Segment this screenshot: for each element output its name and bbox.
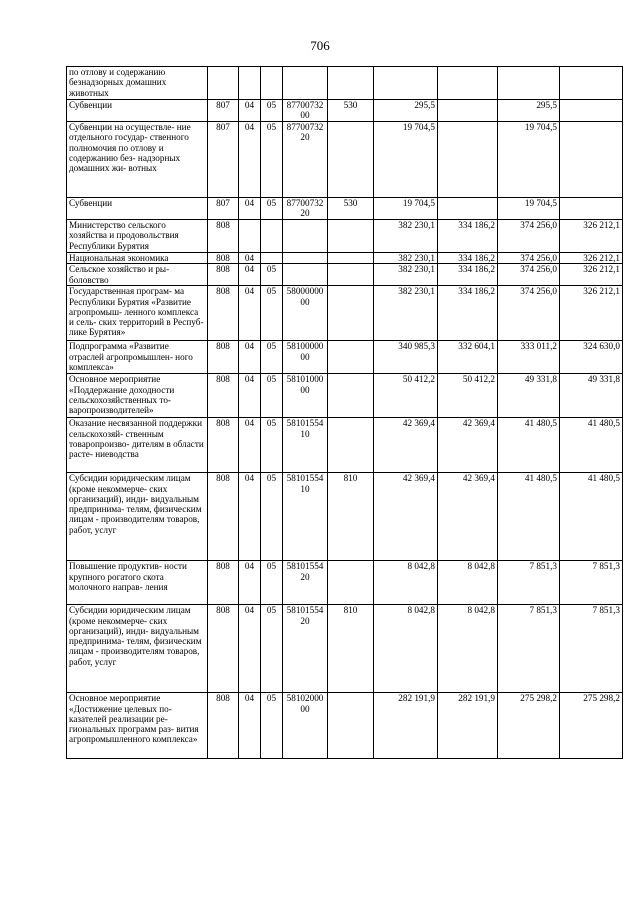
table-row: [67, 286, 623, 341]
amount-3: 374 256,0: [498, 264, 560, 286]
amount-2: 42 369,4: [438, 473, 498, 561]
target-article-code: 58100000 00: [283, 341, 328, 374]
expense-type-code: 810: [328, 473, 374, 561]
table-row: [67, 67, 623, 100]
subsection-code: 05: [261, 264, 283, 286]
item-name: по отлову и содержанию безнадзорных домашних животных: [67, 67, 208, 100]
amount-2: 332 604,1: [438, 341, 498, 374]
section-code: 04: [239, 122, 261, 198]
amount-3: 333 011,2: [498, 341, 560, 374]
ministry-code: 808: [208, 473, 239, 561]
amount-3: 374 256,0: [498, 253, 560, 264]
amount-1: 42 369,4: [374, 473, 438, 561]
amount-2: 334 186,2: [438, 220, 498, 253]
amount-1: [374, 67, 438, 100]
table-row: [67, 374, 623, 418]
amount-2: 42 369,4: [438, 418, 498, 473]
subsection-code: 05: [261, 561, 283, 605]
ministry-code: 808: [208, 605, 239, 693]
expense-type-code: 530: [328, 100, 374, 122]
target-article-code: [283, 67, 328, 100]
amount-3: 19 704,5: [498, 198, 560, 220]
section-code: 04: [239, 253, 261, 264]
ministry-code: 807: [208, 198, 239, 220]
expense-type-code: 810: [328, 605, 374, 693]
amount-2: 334 186,2: [438, 286, 498, 341]
amount-4: 326 212,1: [560, 253, 623, 264]
table-row: [67, 253, 623, 264]
target-article-code: 58101554 20: [283, 561, 328, 605]
item-name: Субвенции: [67, 198, 208, 220]
table-row: [67, 418, 623, 473]
subsection-code: 05: [261, 100, 283, 122]
expense-type-code: [328, 264, 374, 286]
item-name: Повышение продуктив- ности крупного рогатого скота молочного направ- ления: [67, 561, 208, 605]
expense-type-code: [328, 561, 374, 605]
amount-3: 49 331,8: [498, 374, 560, 418]
ministry-code: 808: [208, 264, 239, 286]
amount-4: 326 212,1: [560, 264, 623, 286]
subsection-code: 05: [261, 374, 283, 418]
amount-3: [498, 67, 560, 100]
ministry-code: 807: [208, 100, 239, 122]
subsection-code: [261, 253, 283, 264]
section-code: 04: [239, 693, 261, 759]
section-code: 04: [239, 473, 261, 561]
expense-type-code: [328, 341, 374, 374]
amount-4: 326 212,1: [560, 286, 623, 341]
amount-1: 8 042,8: [374, 561, 438, 605]
amount-4: 7 851,3: [560, 561, 623, 605]
ministry-code: 808: [208, 418, 239, 473]
item-name: Министерство сельского хозяйства и продовольствия Республики Бурятия: [67, 220, 208, 253]
section-code: 04: [239, 341, 261, 374]
section-code: [239, 220, 261, 253]
target-article-code: [283, 253, 328, 264]
budget-table: [66, 66, 623, 759]
amount-2: 282 191,9: [438, 693, 498, 759]
item-name: Подпрограмма «Развитие отраслей агропромышлен- ного комплекса»: [67, 341, 208, 374]
target-article-code: 87700732 20: [283, 122, 328, 198]
section-code: 04: [239, 418, 261, 473]
expense-type-code: 530: [328, 198, 374, 220]
amount-2: 8 042,8: [438, 605, 498, 693]
table-row: [67, 100, 623, 122]
ministry-code: 808: [208, 693, 239, 759]
amount-4: 275 298,2: [560, 693, 623, 759]
item-name: Субвенции: [67, 100, 208, 122]
amount-3: 7 851,3: [498, 561, 560, 605]
subsection-code: 05: [261, 286, 283, 341]
table-row: [67, 693, 623, 759]
subsection-code: [261, 67, 283, 100]
ministry-code: 808: [208, 374, 239, 418]
table-row: [67, 341, 623, 374]
item-name: Субсидии юридическим лицам (кроме некоммерче- ских организаций), инди- видуальным предпринима- телям, физическим лицам - производителям товаров, работ, услуг: [67, 605, 208, 693]
item-name: Государственная програм- ма Республики Бурятия «Развитие агропромыш- ленного комплекса и сель- ских территорий в Респуб- лике Бурятия»: [67, 286, 208, 341]
subsection-code: [261, 220, 283, 253]
table-row: [67, 264, 623, 286]
amount-4: 7 851,3: [560, 605, 623, 693]
amount-1: 8 042,8: [374, 605, 438, 693]
amount-1: 282 191,9: [374, 693, 438, 759]
amount-1: 19 704,5: [374, 198, 438, 220]
section-code: 04: [239, 100, 261, 122]
ministry-code: 808: [208, 220, 239, 253]
target-article-code: 58101554 10: [283, 473, 328, 561]
amount-4: 49 331,8: [560, 374, 623, 418]
target-article-code: 87700732 00: [283, 100, 328, 122]
target-article-code: [283, 220, 328, 253]
table-row: [67, 561, 623, 605]
budget-table-body: [67, 67, 623, 759]
expense-type-code: [328, 67, 374, 100]
item-name: Основное мероприятие «Достижение целевых по- казателей реализации ре- гиональных программ раз- вития агропромышленного комплекса»: [67, 693, 208, 759]
target-article-code: 58101000 00: [283, 374, 328, 418]
ministry-code: 808: [208, 286, 239, 341]
target-article-code: 58000000 00: [283, 286, 328, 341]
subsection-code: 05: [261, 341, 283, 374]
table-row: [67, 473, 623, 561]
amount-2: 334 186,2: [438, 264, 498, 286]
subsection-code: 05: [261, 198, 283, 220]
expense-type-code: [328, 220, 374, 253]
ministry-code: 808: [208, 341, 239, 374]
amount-4: [560, 198, 623, 220]
ministry-code: 808: [208, 561, 239, 605]
ministry-code: 807: [208, 122, 239, 198]
amount-2: [438, 122, 498, 198]
amount-3: 275 298,2: [498, 693, 560, 759]
amount-2: 50 412,2: [438, 374, 498, 418]
item-name: Субсидии юридическим лицам (кроме некоммерче- ских организаций), инди- видуальным предпринима- телям, физическим лицам - производителям товаров, работ, услуг: [67, 473, 208, 561]
expense-type-code: [328, 418, 374, 473]
subsection-code: 05: [261, 605, 283, 693]
amount-3: 374 256,0: [498, 220, 560, 253]
target-article-code: [283, 264, 328, 286]
amount-3: 7 851,3: [498, 605, 560, 693]
amount-1: 382 230,1: [374, 253, 438, 264]
amount-2: 8 042,8: [438, 561, 498, 605]
amount-4: [560, 122, 623, 198]
table-row: [67, 122, 623, 198]
amount-1: 340 985,3: [374, 341, 438, 374]
expense-type-code: [328, 374, 374, 418]
target-article-code: 58101554 10: [283, 418, 328, 473]
amount-1: 50 412,2: [374, 374, 438, 418]
page-number: 706: [310, 38, 330, 53]
amount-1: 295,5: [374, 100, 438, 122]
expense-type-code: [328, 286, 374, 341]
item-name: Сельское хозяйство и ры- боловство: [67, 264, 208, 286]
amount-1: 382 230,1: [374, 286, 438, 341]
section-code: 04: [239, 605, 261, 693]
section-code: 04: [239, 264, 261, 286]
amount-4: 324 630,0: [560, 341, 623, 374]
item-name: Субвенции на осуществле- ние отдельного государ- ственного полномочия по отлову и содержанию без- надзорных домашних жи- вотных: [67, 122, 208, 198]
amount-4: [560, 67, 623, 100]
amount-4: 41 480,5: [560, 473, 623, 561]
subsection-code: 05: [261, 693, 283, 759]
amount-2: [438, 100, 498, 122]
subsection-code: 05: [261, 418, 283, 473]
target-article-code: 58102000 00: [283, 693, 328, 759]
section-code: 04: [239, 374, 261, 418]
amount-1: 42 369,4: [374, 418, 438, 473]
expense-type-code: [328, 693, 374, 759]
table-row: [67, 198, 623, 220]
section-code: [239, 67, 261, 100]
expense-type-code: [328, 253, 374, 264]
ministry-code: 808: [208, 253, 239, 264]
amount-2: [438, 67, 498, 100]
amount-4: 326 212,1: [560, 220, 623, 253]
amount-4: [560, 100, 623, 122]
subsection-code: 05: [261, 122, 283, 198]
item-name: Основное мероприятие «Поддержание доходности сельскохозяйственных то- варопроизводителей»: [67, 374, 208, 418]
target-article-code: 58101554 20: [283, 605, 328, 693]
table-row: [67, 220, 623, 253]
amount-3: 41 480,5: [498, 418, 560, 473]
amount-2: 334 186,2: [438, 253, 498, 264]
section-code: 04: [239, 286, 261, 341]
target-article-code: 87700732 20: [283, 198, 328, 220]
amount-4: 41 480,5: [560, 418, 623, 473]
amount-1: 382 230,1: [374, 264, 438, 286]
section-code: 04: [239, 561, 261, 605]
item-name: Оказание несвязанной поддержки сельскохозяй- ственным товаропроизво- дителям в области расте- ниеводства: [67, 418, 208, 473]
subsection-code: 05: [261, 473, 283, 561]
amount-3: 374 256,0: [498, 286, 560, 341]
amount-3: 41 480,5: [498, 473, 560, 561]
expense-type-code: [328, 122, 374, 198]
amount-1: 382 230,1: [374, 220, 438, 253]
amount-3: 19 704,5: [498, 122, 560, 198]
table-row: [67, 605, 623, 693]
amount-2: [438, 198, 498, 220]
section-code: 04: [239, 198, 261, 220]
ministry-code: [208, 67, 239, 100]
amount-3: 295,5: [498, 100, 560, 122]
amount-1: 19 704,5: [374, 122, 438, 198]
item-name: Национальная экономика: [67, 253, 208, 264]
